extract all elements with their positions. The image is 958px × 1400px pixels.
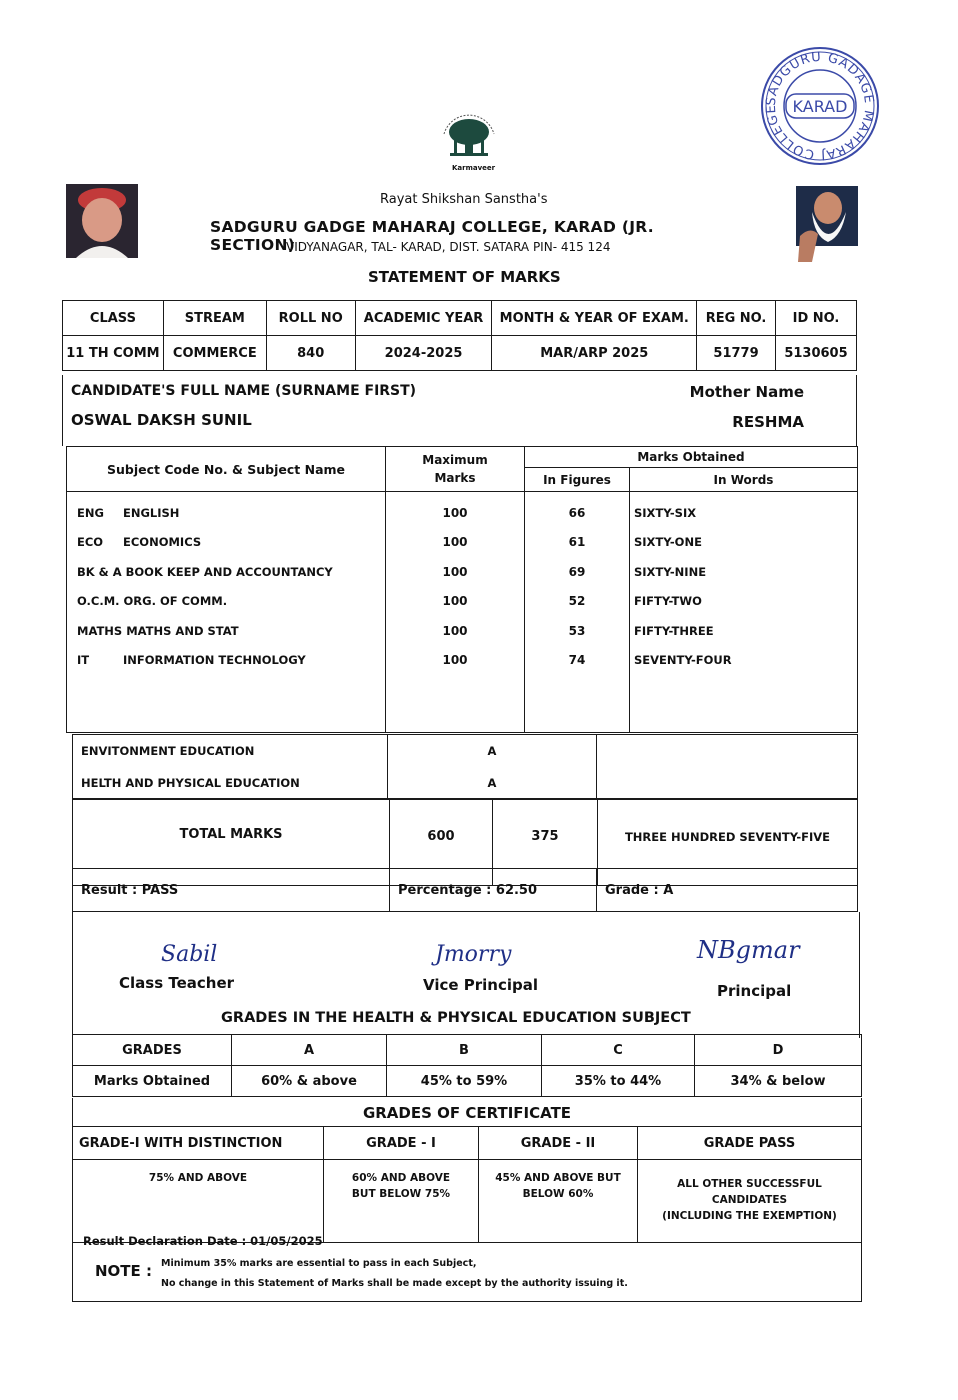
- subject-code: IT: [77, 653, 90, 668]
- marks-header-row: [67, 447, 858, 468]
- signature-section: [72, 912, 860, 1038]
- result-status: Result : PASS: [73, 869, 390, 912]
- logo-caption: Karmaveer: [452, 164, 496, 172]
- founder-photo-left: [66, 184, 138, 264]
- hpe-grades-row: [73, 1035, 862, 1066]
- subject-name: ECONOMICS: [123, 535, 202, 550]
- marks-figure: 52: [568, 594, 586, 609]
- grade-subject-grade: A: [388, 735, 597, 768]
- class-value: 11 TH COMM: [63, 336, 164, 371]
- subject-header: Subject Code No. & Subject Name: [67, 447, 386, 492]
- college-address: VIDYANAGAR, TAL- KARAD, DIST. SATARA PIN- 415 124: [286, 240, 611, 254]
- result-row: [73, 869, 858, 912]
- principal-label: Principal: [717, 982, 792, 1000]
- vice-principal-label: Vice Principal: [423, 976, 539, 994]
- info-header-cell: CLASS: [63, 301, 164, 336]
- roll-no-value: 840: [266, 336, 355, 371]
- result-declaration-date: Result Declaration Date : 01/05/2025: [83, 1234, 323, 1248]
- cert-grade-header: GRADE PASS: [638, 1127, 862, 1160]
- sanstha-logo: [436, 104, 502, 176]
- certificate-grades-header-row: [73, 1127, 862, 1160]
- hpe-marks-cell: Marks Obtained: [73, 1066, 232, 1097]
- max-marks-value: 100: [442, 594, 468, 609]
- max-marks-value: 100: [442, 653, 468, 668]
- footer-section: [72, 1224, 862, 1302]
- id-no-value: 5130605: [776, 336, 857, 371]
- candidate-section: [62, 375, 857, 446]
- info-header-cell: ROLL NO: [266, 301, 355, 336]
- subject-name: ORG. OF COMM.: [123, 594, 228, 609]
- cert-grade-header: GRADE - I: [324, 1127, 479, 1160]
- marks-words: FIFTY-THREE: [634, 623, 714, 638]
- founder-photo-right: [792, 186, 858, 264]
- candidate-name-label: CANDIDATE'S FULL NAME (SURNAME FIRST): [71, 383, 417, 399]
- cert-criteria-line: ALL OTHER SUCCESSFUL: [677, 1178, 822, 1190]
- mother-name-label: Mother Name: [689, 383, 804, 401]
- academic-year-value: 2024-2025: [355, 336, 492, 371]
- subject-name: INFORMATION TECHNOLOGY: [123, 653, 306, 668]
- subject-code: O.C.M.: [77, 594, 120, 609]
- info-header-cell: REG NO.: [697, 301, 776, 336]
- cert-grade-header: GRADE-I WITH DISTINCTION: [73, 1127, 324, 1160]
- college-stamp: [758, 44, 882, 168]
- info-header-row: [63, 301, 857, 336]
- hpe-grade-cell: D: [695, 1035, 862, 1066]
- subject-code: ECO: [77, 535, 104, 550]
- subject-code: ENG: [77, 505, 104, 520]
- stream-value: COMMERCE: [163, 336, 266, 371]
- result-table: [72, 868, 858, 912]
- subject-row: [77, 557, 385, 587]
- hpe-grade-cell: A: [232, 1035, 387, 1066]
- cert-grade-header: GRADE - II: [479, 1127, 638, 1160]
- grade-subject-blank: [597, 735, 858, 800]
- in-figures-header: In Figures: [525, 468, 630, 492]
- subject-code: MATHS: [77, 623, 123, 638]
- hpe-marks-cell: 34% & below: [695, 1066, 862, 1097]
- marks-words: SIXTY-SIX: [634, 505, 697, 520]
- marks-figure: 69: [568, 564, 586, 579]
- total-max: 600: [390, 799, 493, 886]
- subject-code: BK & A: [77, 564, 122, 579]
- hpe-marks-cell: 35% to 44%: [542, 1066, 695, 1097]
- hpe-grades-table: [72, 1034, 862, 1097]
- marks-table: [66, 446, 858, 733]
- info-value-row: [63, 336, 857, 371]
- marks-obtained-header: Marks Obtained: [525, 447, 858, 468]
- marks-figure: 74: [568, 653, 586, 668]
- total-words: THREE HUNDRED SEVENTY-FIVE: [598, 799, 858, 886]
- info-header-cell: ID NO.: [776, 301, 857, 336]
- college-name: SADGURU GADGE MAHARAJ COLLEGE, KARAD (JR. SECTION): [210, 218, 654, 254]
- max-marks-value: 100: [442, 505, 468, 520]
- vice-principal-signature: Jmorry: [435, 942, 512, 967]
- info-header-cell: STREAM: [163, 301, 266, 336]
- cert-criteria-line: BUT BELOW 75%: [351, 1188, 451, 1200]
- cert-criteria-line: CANDIDATES: [711, 1194, 788, 1206]
- cert-criteria-line: 60% AND ABOVE: [351, 1172, 451, 1184]
- figures-column: [525, 492, 630, 733]
- words-column: [630, 492, 858, 733]
- hpe-marks-row: [73, 1066, 862, 1097]
- hpe-marks-cell: 60% & above: [232, 1066, 387, 1097]
- info-header-cell: MONTH & YEAR OF EXAM.: [492, 301, 697, 336]
- subject-row: [77, 616, 385, 646]
- marks-words: FIFTY-TWO: [634, 594, 702, 609]
- sanstha-name: Rayat Shikshan Sanstha's: [380, 192, 548, 207]
- subject-row: [77, 587, 385, 617]
- result-grade: Grade : A: [597, 869, 858, 912]
- student-info-table: [62, 300, 857, 371]
- candidate-name: OSWAL DAKSH SUNIL: [71, 411, 252, 429]
- subject-name: BOOK KEEP AND ACCOUNTANCY: [125, 564, 333, 579]
- marks-words: SIXTY-NINE: [634, 564, 707, 579]
- hpe-grades-title: GRADES IN THE HEALTH & PHYSICAL EDUCATION SUBJECT: [221, 1010, 691, 1026]
- document-title: STATEMENT OF MARKS: [368, 268, 561, 286]
- max-marks-header: Maximum Marks: [386, 447, 525, 492]
- certificate-grades-title: GRADES OF CERTIFICATE: [72, 1098, 862, 1126]
- grade-subject-name: HELTH AND PHYSICAL EDUCATION: [73, 767, 388, 800]
- grade-subject-name: ENVITONMENT EDUCATION: [73, 735, 388, 768]
- principal-signature: NBgmar: [697, 936, 800, 964]
- marks-words: SEVENTY-FOUR: [634, 653, 732, 668]
- max-marks-column: [386, 492, 525, 733]
- note-line: No change in this Statement of Marks shall be made except by the authority issuing it.: [161, 1278, 628, 1289]
- class-teacher-signature: Sabil: [161, 942, 218, 967]
- note-line: Minimum 35% marks are essential to pass in each Subject,: [161, 1258, 477, 1269]
- marks-figure: 61: [568, 535, 586, 550]
- cert-criteria-line: (INCLUDING THE EXEMPTION): [662, 1210, 837, 1222]
- subject-name: MATHS AND STAT: [126, 623, 239, 638]
- result-percentage: Percentage : 62.50: [390, 869, 597, 912]
- grade-subjects-table: [72, 734, 858, 800]
- max-marks-value: 100: [442, 564, 468, 579]
- reg-no-value: 51779: [697, 336, 776, 371]
- stamp-ring-text: SADGURU GADAGE MAHARAJ COLLEGE: [763, 49, 877, 163]
- exam-month-year-value: MAR/ARP 2025: [492, 336, 697, 371]
- subject-list: [67, 492, 386, 733]
- marks-words: SIXTY-ONE: [634, 535, 702, 550]
- class-teacher-label: Class Teacher: [119, 974, 235, 992]
- max-marks-value: 100: [442, 535, 468, 550]
- grade-subject-row: [73, 735, 858, 768]
- subject-row: [77, 646, 385, 676]
- stamp-center-text: KARAD: [792, 97, 848, 116]
- marks-figure: 66: [568, 505, 586, 520]
- grade-subject-grade: A: [388, 767, 597, 800]
- marks-figure: 53: [568, 623, 586, 638]
- subject-name: ENGLISH: [123, 505, 180, 520]
- cert-criteria-line: BELOW 60%: [522, 1188, 594, 1200]
- max-marks-value: 100: [442, 623, 468, 638]
- cert-criteria-line: 75% AND ABOVE: [148, 1172, 248, 1184]
- hpe-grade-cell: C: [542, 1035, 695, 1066]
- total-label: TOTAL MARKS: [73, 799, 390, 886]
- marks-body-row: [67, 492, 858, 733]
- subject-row: [77, 528, 385, 558]
- hpe-grade-cell: B: [387, 1035, 542, 1066]
- subject-row: [77, 498, 385, 528]
- mother-name: RESHMA: [732, 413, 804, 431]
- in-words-header: In Words: [630, 468, 858, 492]
- hpe-marks-cell: 45% to 59%: [387, 1066, 542, 1097]
- hpe-grade-cell: GRADES: [73, 1035, 232, 1066]
- note-label: NOTE :: [95, 1262, 153, 1280]
- cert-criteria-line: 45% AND ABOVE BUT: [495, 1172, 621, 1184]
- info-header-cell: ACADEMIC YEAR: [355, 301, 492, 336]
- total-figures: 375: [493, 799, 598, 886]
